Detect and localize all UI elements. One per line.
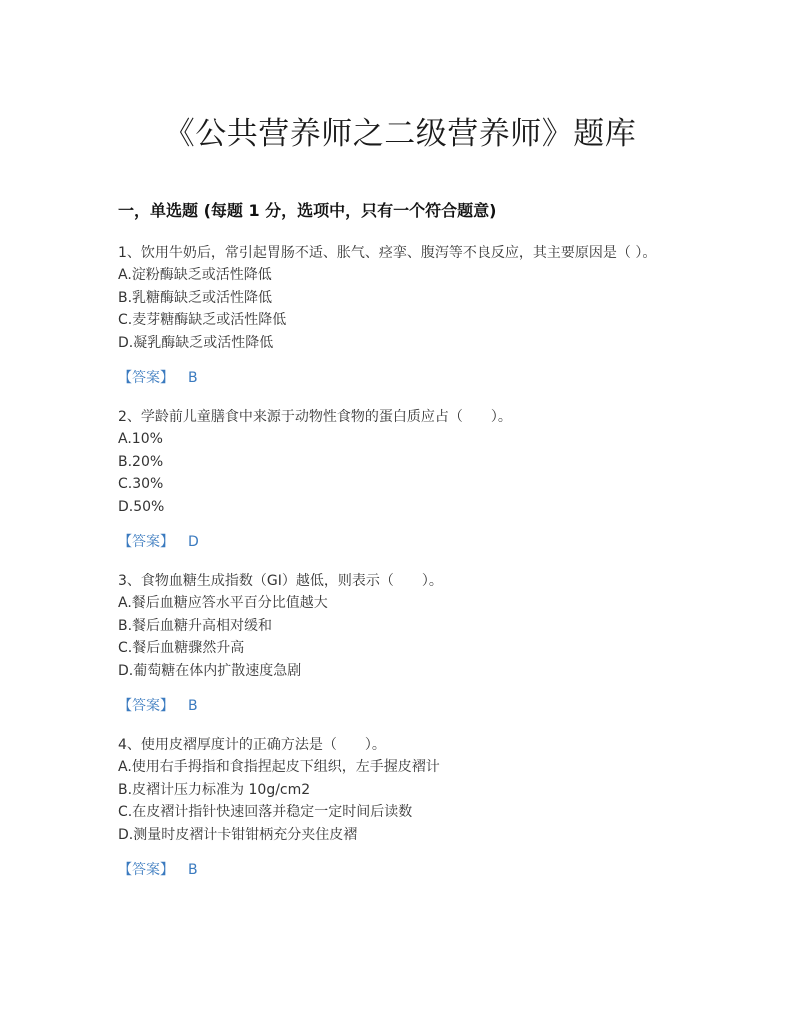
option-d: D.凝乳酶缺乏或活性降低 [118, 334, 274, 351]
question-1 [118, 242, 678, 389]
answer-row [118, 531, 678, 553]
answer-row [118, 859, 678, 881]
question-text: 4、使用皮褶厚度计的正确方法是（ ）。 [118, 737, 386, 753]
answer-label: 【答案】 [118, 698, 174, 714]
document-title: 《公共营养师之二级营养师》题库 [163, 116, 637, 152]
question-text: 3、食物血糖生成指数（GI）越低，则表示（ ）。 [118, 573, 443, 589]
option-a: A.10% [118, 431, 163, 447]
question-text: 2、学龄前儿童膳食中来源于动物性食物的蛋白质应占（ ）。 [118, 409, 512, 425]
option-c: C.麦芽糖酶缺乏或活性降低 [118, 312, 287, 328]
answer-label: 【答案】 [118, 862, 174, 878]
question-2 [118, 406, 678, 553]
question-list [118, 242, 678, 898]
option-b: B.餐后血糖升高相对缓和 [118, 617, 273, 634]
option-b: B.乳糖酶缺乏或活性降低 [118, 289, 273, 306]
option-d: D.葡萄糖在体内扩散速度急剧 [118, 662, 302, 679]
option-c: C.餐后血糖骤然升高 [118, 640, 245, 656]
option-d: D.50% [118, 498, 165, 515]
option-c: C.在皮褶计指针快速回落并稳定一定时间后读数 [118, 804, 413, 820]
option-b: B.皮褶计压力标准为 10g/cm2 [118, 781, 311, 798]
answer-value: D [188, 534, 199, 550]
question-4 [118, 734, 678, 881]
section-heading: 一，单选题 (每题 1 分，选项中，只有一个符合题意) [118, 201, 497, 220]
option-b: B.20% [118, 453, 164, 470]
answer-label: 【答案】 [118, 370, 174, 386]
answer-value: B [188, 862, 198, 878]
option-a: A.使用右手拇指和食指捏起皮下组织，左手握皮褶计 [118, 759, 440, 775]
answer-value: B [188, 698, 198, 714]
answer-label: 【答案】 [118, 534, 174, 550]
option-a: A.淀粉酶缺乏或活性降低 [118, 267, 272, 283]
option-c: C.30% [118, 476, 164, 492]
answer-value: B [188, 370, 198, 386]
answer-row [118, 367, 678, 389]
question-text: 1、饮用牛奶后，常引起胃肠不适、胀气、痉挛、腹泻等不良反应，其主要原因是（ ）。 [118, 245, 657, 261]
option-a: A.餐后血糖应答水平百分比值越大 [118, 595, 328, 611]
answer-row [118, 695, 678, 717]
question-3 [118, 570, 678, 717]
option-d: D.测量时皮褶计卡钳钳柄充分夹住皮褶 [118, 826, 358, 843]
